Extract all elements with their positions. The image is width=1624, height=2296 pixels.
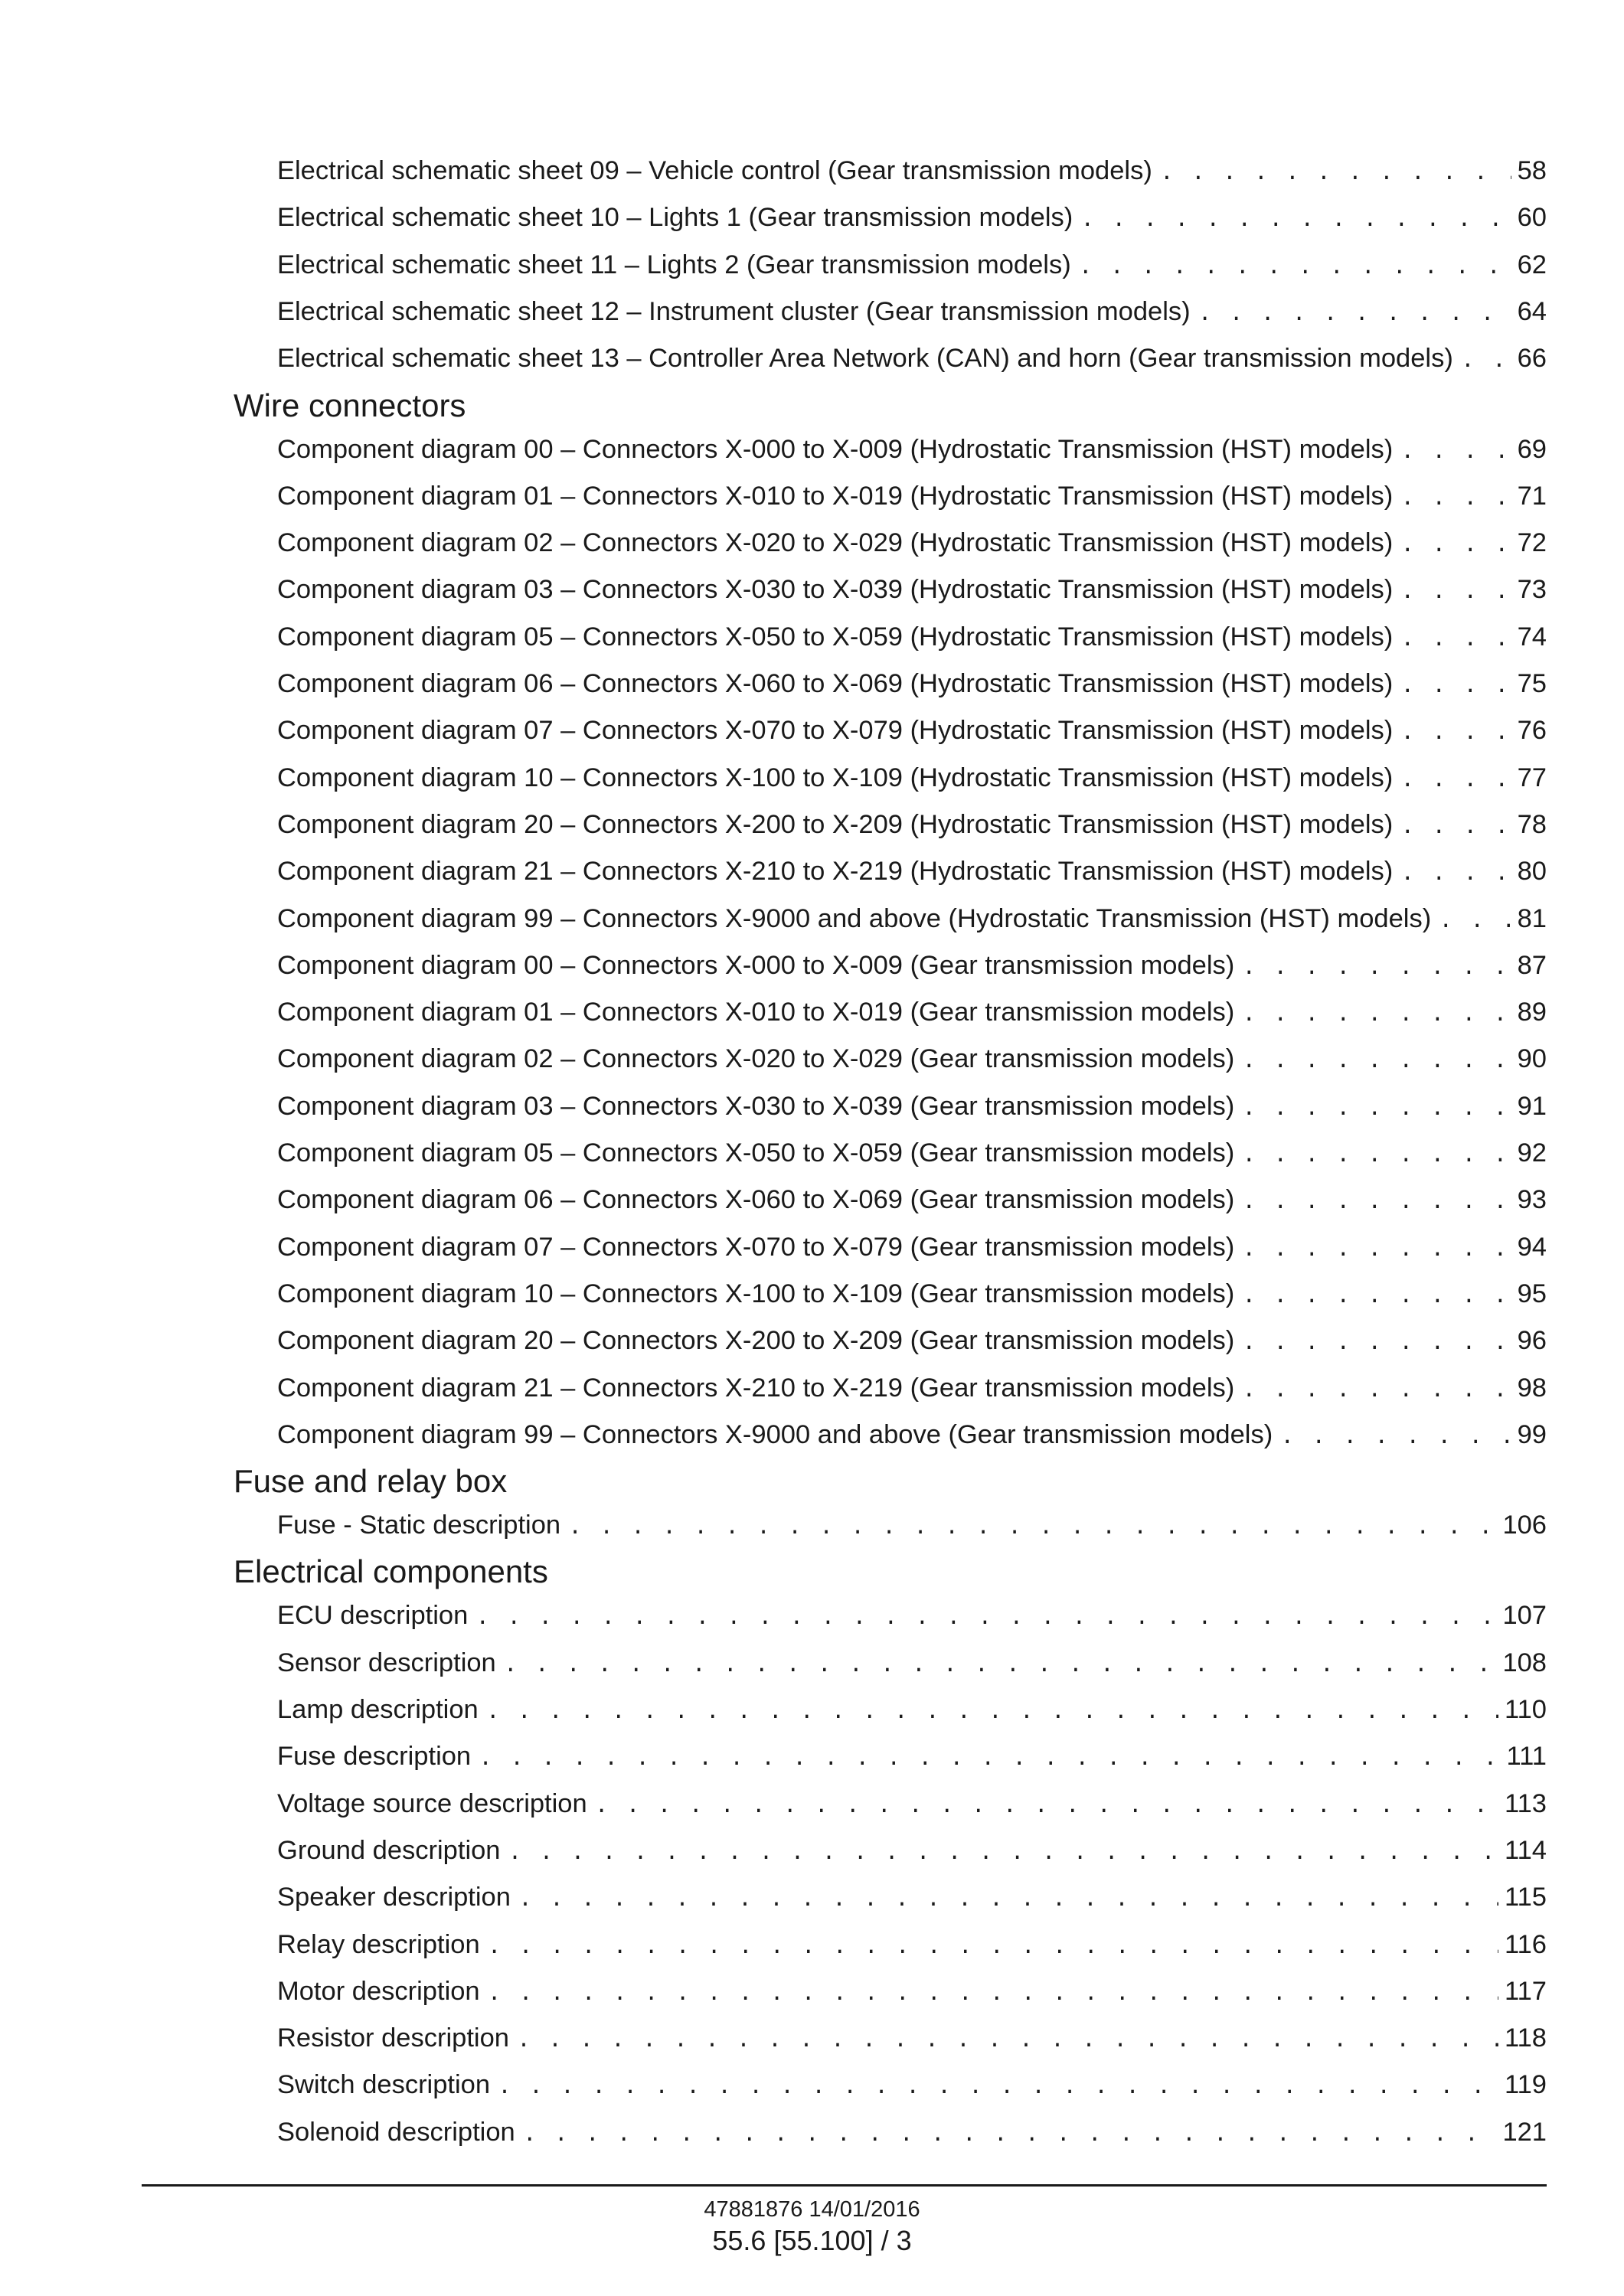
toc-entry-page: 117 (1504, 1976, 1547, 2006)
dot-leader (523, 2116, 1497, 2154)
toc-entry[interactable] (277, 1087, 1547, 1125)
dot-leader (1400, 527, 1511, 565)
footer-divider (142, 2184, 1547, 2187)
toc-entry-title: Component diagram 03 – Connectors X-030 to X-039 (Gear transmission models) (277, 1091, 1235, 1121)
toc-entry-title: Component diagram 10 – Connectors X-100 to X-109 (Gear transmission models) (277, 1279, 1235, 1308)
section-heading: Wire connectors (234, 387, 466, 423)
toc-entry-page: 90 (1517, 1044, 1547, 1074)
dot-leader (517, 2022, 1498, 2060)
dot-leader (1400, 480, 1511, 518)
toc-entry-title: Solenoid description (277, 2117, 515, 2147)
toc-entry-page: 96 (1517, 1326, 1547, 1356)
dot-leader (1160, 155, 1511, 193)
toc-entry-title: Component diagram 99 – Connectors X-9000 and above (Gear transmission models) (277, 1419, 1273, 1449)
toc-entry[interactable] (277, 1925, 1547, 1964)
toc-entry-title: Switch description (277, 2070, 491, 2100)
dot-leader (1400, 621, 1511, 659)
toc-entry[interactable] (277, 1972, 1547, 2010)
toc-entry-page: 116 (1504, 1929, 1547, 1959)
toc-entry-page: 111 (1506, 1742, 1547, 1772)
dot-leader (504, 1647, 1497, 1685)
dot-leader (1400, 668, 1511, 706)
toc-entry[interactable] (277, 1737, 1547, 1775)
dot-leader (1242, 1278, 1511, 1316)
toc-entry-title: Component diagram 21 – Connectors X-210 to X-219 (Gear transmission models) (277, 1373, 1235, 1403)
toc-entry-page: 78 (1517, 809, 1547, 839)
toc-entry-page: 113 (1504, 1788, 1547, 1818)
dot-leader (1242, 996, 1511, 1034)
toc-entry[interactable] (277, 524, 1547, 562)
toc-entry-title: Component diagram 07 – Connectors X-070 to X-079 (Gear transmission models) (277, 1232, 1235, 1262)
toc-entry-page: 94 (1517, 1232, 1547, 1262)
section-heading: Electrical components (234, 1553, 548, 1590)
toc-entry-title: Component diagram 06 – Connectors X-060 to X-069 (Hydrostatic Transmission (HST) models) (277, 669, 1394, 698)
toc-entry[interactable] (277, 1275, 1547, 1313)
toc-entry-page: 106 (1502, 1511, 1547, 1540)
toc-entry[interactable] (277, 246, 1547, 284)
toc-entry-page: 80 (1517, 857, 1547, 887)
toc-entry[interactable] (277, 1040, 1547, 1078)
toc-entry[interactable] (277, 198, 1547, 237)
dot-leader (595, 1788, 1498, 1826)
dot-leader (1400, 762, 1511, 800)
toc-entry-page: 107 (1502, 1601, 1547, 1631)
toc-entry-title: Electrical schematic sheet 11 – Lights 2 (Gear transmission models) (277, 250, 1071, 279)
dot-leader (1242, 1137, 1511, 1175)
toc-entry-page: 95 (1517, 1279, 1547, 1308)
toc-entry[interactable] (277, 1321, 1547, 1360)
toc-entry-title: Speaker description (277, 1883, 511, 1912)
toc-entry[interactable] (277, 711, 1547, 750)
toc-entry[interactable] (277, 1831, 1547, 1870)
toc-entry-page: 73 (1517, 575, 1547, 605)
toc-entry-title: Sensor description (277, 1648, 496, 1677)
dot-leader (498, 2069, 1498, 2107)
toc-entry-title: Component diagram 10 – Connectors X-100 to X-109 (Hydrostatic Transmission (HST) models) (277, 763, 1394, 792)
toc-entry-page: 98 (1517, 1373, 1547, 1403)
dot-leader (1079, 249, 1511, 287)
toc-entry-page: 99 (1517, 1419, 1547, 1449)
toc-entry-page: 69 (1517, 434, 1547, 464)
toc-entry-title: Fuse description (277, 1742, 472, 1772)
dot-leader (475, 1599, 1496, 1638)
toc-entry[interactable] (277, 946, 1547, 985)
toc-entry[interactable] (277, 852, 1547, 890)
dot-leader (1242, 1184, 1511, 1222)
toc-entry-page: 119 (1504, 2070, 1547, 2100)
toc-entry[interactable] (277, 805, 1547, 844)
toc-entry-title: Lamp description (277, 1695, 479, 1724)
document-id: 47881876 14/01/2016 (704, 2197, 920, 2222)
toc-entry[interactable] (277, 292, 1547, 331)
toc-entry-title: Electrical schematic sheet 10 – Lights 1 (Gear transmission models) (277, 203, 1073, 233)
toc-entry[interactable] (277, 152, 1547, 190)
toc-entry-title: Component diagram 21 – Connectors X-210 to X-219 (Hydrostatic Transmission (HST) models) (277, 857, 1394, 887)
dot-leader (1280, 1419, 1511, 1457)
toc-entry[interactable] (277, 618, 1547, 656)
section-heading: Fuse and relay box (234, 1463, 508, 1500)
toc-entry[interactable] (277, 1878, 1547, 1916)
toc-entry[interactable] (277, 1596, 1547, 1635)
toc-entry-title: Relay description (277, 1929, 480, 1959)
dot-leader (1400, 714, 1511, 753)
dot-leader (488, 1929, 1498, 1967)
toc-entry-page: 89 (1517, 998, 1547, 1027)
dot-leader (488, 1975, 1498, 2013)
page-reference: 55.6 [55.100] / 3 (712, 2225, 912, 2256)
toc-entry-page: 64 (1517, 296, 1547, 326)
toc-entry[interactable] (277, 2019, 1547, 2057)
toc-entry[interactable] (277, 1506, 1547, 1544)
toc-entry[interactable] (277, 1134, 1547, 1172)
dot-leader (518, 1881, 1498, 1919)
toc-entry-title: Component diagram 01 – Connectors X-010 to X-019 (Hydrostatic Transmission (HST) models) (277, 481, 1394, 511)
toc-entry-page: 87 (1517, 950, 1547, 980)
toc-entry-title: Ground description (277, 1835, 501, 1865)
toc-entry-title: Component diagram 99 – Connectors X-9000 and above (Hydrostatic Transmission (HST) models) (277, 903, 1432, 933)
dot-leader (1198, 296, 1511, 334)
toc-entry-title: Component diagram 20 – Connectors X-200 to X-209 (Hydrostatic Transmission (HST) models) (277, 809, 1394, 839)
toc-entry-title: Component diagram 07 – Connectors X-070 to X-079 (Hydrostatic Transmission (HST) models) (277, 716, 1394, 746)
toc-entry[interactable] (277, 1369, 1547, 1407)
toc-entry-page: 108 (1502, 1648, 1547, 1677)
toc-entry[interactable] (277, 900, 1547, 938)
dot-leader (1242, 1043, 1511, 1081)
toc-entry-title: Electrical schematic sheet 13 – Controller Area Network (CAN) and horn (Gear transmission models) (277, 344, 1453, 374)
toc-entry[interactable] (277, 2113, 1547, 2151)
dot-leader (568, 1509, 1496, 1547)
toc-entry[interactable] (277, 1228, 1547, 1266)
toc-entry[interactable] (277, 570, 1547, 609)
toc-entry-title: Electrical schematic sheet 09 – Vehicle control (Gear transmission models) (277, 156, 1152, 185)
toc-entry-page: 115 (1504, 1883, 1547, 1912)
toc-entry[interactable] (277, 1644, 1547, 1682)
dot-leader (1080, 201, 1511, 240)
dot-leader (1242, 1231, 1511, 1269)
toc-entry-title: Resistor description (277, 2023, 509, 2053)
dot-leader (486, 1693, 1498, 1732)
toc-entry-page: 77 (1517, 763, 1547, 792)
toc-entry-page: 81 (1517, 903, 1547, 933)
toc-entry[interactable] (277, 759, 1547, 797)
toc-entry-title: Motor description (277, 1976, 480, 2006)
dot-leader (1400, 433, 1511, 472)
toc-entry-title: Component diagram 01 – Connectors X-010 to X-019 (Gear transmission models) (277, 998, 1235, 1027)
toc-entry-page: 66 (1517, 344, 1547, 374)
toc-entry-page: 91 (1517, 1091, 1547, 1121)
toc-entry-page: 75 (1517, 669, 1547, 698)
dot-leader (1439, 903, 1511, 941)
toc-entry-title: Component diagram 05 – Connectors X-050 to X-059 (Gear transmission models) (277, 1138, 1235, 1168)
dot-leader (1400, 573, 1511, 612)
toc-entry-title: Component diagram 00 – Connectors X-000 to X-009 (Gear transmission models) (277, 950, 1235, 980)
toc-entry-page: 58 (1517, 156, 1547, 185)
toc-entry-page: 76 (1517, 716, 1547, 746)
toc-entry[interactable] (277, 430, 1547, 469)
toc-entry-title: Component diagram 00 – Connectors X-000 to X-009 (Hydrostatic Transmission (HST) models) (277, 434, 1394, 464)
toc-entry[interactable] (277, 1690, 1547, 1729)
dot-leader (1242, 1372, 1511, 1410)
toc-entry-page: 74 (1517, 622, 1547, 652)
toc-entry-page: 60 (1517, 203, 1547, 233)
toc-entry-title: Component diagram 02 – Connectors X-020 to X-029 (Hydrostatic Transmission (HST) models) (277, 528, 1394, 558)
toc-entry-page: 118 (1504, 2023, 1547, 2053)
toc-entry-title: Component diagram 06 – Connectors X-060 to X-069 (Gear transmission models) (277, 1185, 1235, 1215)
toc-entry[interactable] (277, 339, 1547, 377)
toc-entry-title: Component diagram 20 – Connectors X-200 to X-209 (Gear transmission models) (277, 1326, 1235, 1356)
toc-entry-title: ECU description (277, 1601, 469, 1631)
toc-entry-page: 92 (1517, 1138, 1547, 1168)
toc-entry-title: Voltage source description (277, 1788, 587, 1818)
toc-entry-page: 110 (1504, 1695, 1547, 1724)
toc-entry-title: Electrical schematic sheet 12 – Instrument cluster (Gear transmission models) (277, 296, 1191, 326)
dot-leader (1461, 342, 1511, 380)
dot-leader (1242, 949, 1511, 988)
toc-entry[interactable] (277, 665, 1547, 703)
toc-entry-title: Component diagram 05 – Connectors X-050 to X-059 (Hydrostatic Transmission (HST) models) (277, 622, 1394, 652)
dot-leader (508, 1834, 1498, 1873)
toc-entry[interactable] (277, 993, 1547, 1031)
dot-leader (1242, 1324, 1511, 1363)
toc-entry-title: Component diagram 03 – Connectors X-030 to X-039 (Hydrostatic Transmission (HST) models) (277, 575, 1394, 605)
toc-entry-title: Fuse - Static description (277, 1511, 561, 1540)
toc-entry[interactable] (277, 477, 1547, 515)
toc-entry[interactable] (277, 1416, 1547, 1454)
toc-entry-page: 62 (1517, 250, 1547, 279)
toc-entry[interactable] (277, 2066, 1547, 2104)
dot-leader (1400, 808, 1511, 847)
toc-entry[interactable] (277, 1181, 1547, 1219)
toc-entry-title: Component diagram 02 – Connectors X-020 to X-029 (Gear transmission models) (277, 1044, 1235, 1074)
toc-entry-page: 93 (1517, 1185, 1547, 1215)
dot-leader (1400, 855, 1511, 893)
toc-entry-page: 71 (1517, 481, 1547, 511)
toc-entry-page: 121 (1502, 2117, 1547, 2147)
dot-leader (1242, 1090, 1511, 1128)
toc-entry[interactable] (277, 1785, 1547, 1823)
toc-entry-page: 114 (1504, 1835, 1547, 1865)
toc-entry-page: 72 (1517, 528, 1547, 558)
dot-leader (479, 1740, 1500, 1778)
